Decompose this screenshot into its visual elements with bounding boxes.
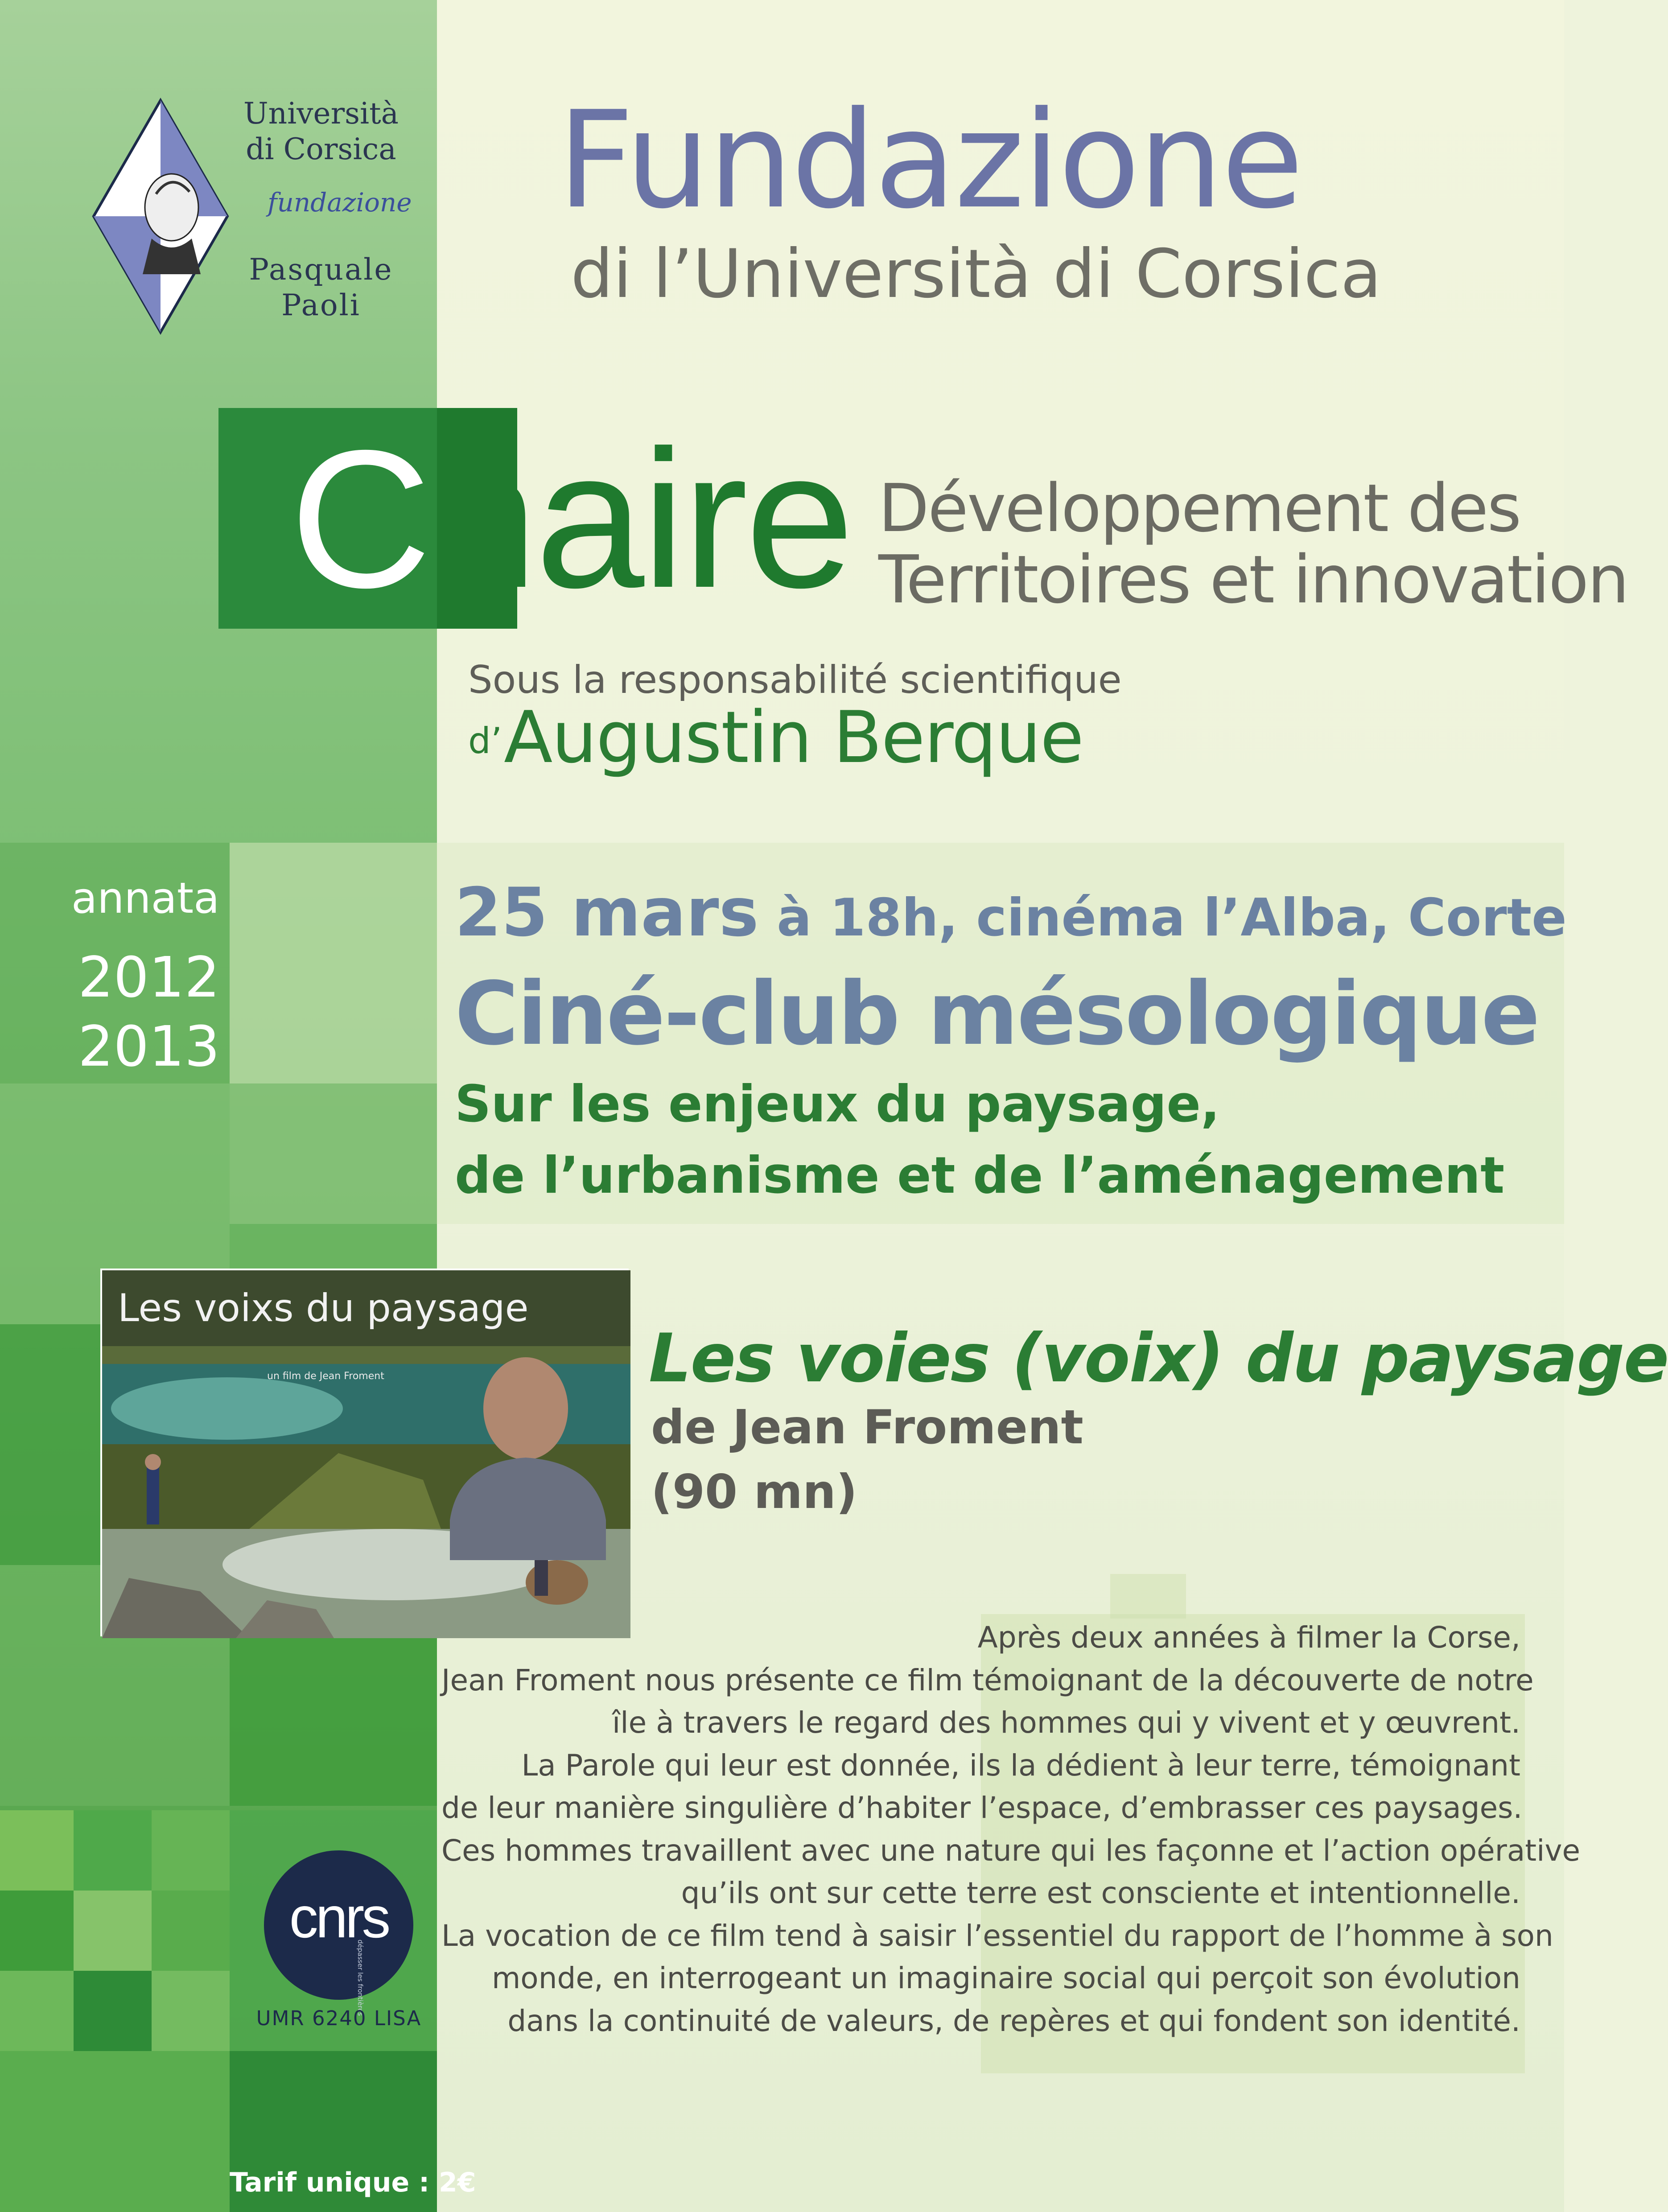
chaire-description-line: Développement des <box>878 470 1520 547</box>
description-line: île à travers le regard des hommes qui y vivent et y œuvrent. <box>612 1705 1520 1740</box>
poster-credit: un film de Jean Froment <box>267 1371 384 1382</box>
logo-text-top <box>223 96 419 167</box>
description-line: La Parole qui leur est donnée, ils la dédient à leur terre, témoignant <box>521 1748 1520 1783</box>
film-title: Les voies (voix) du paysage <box>649 1320 1668 1397</box>
price-label: Tarif unique : 2€ <box>230 2167 476 2198</box>
logo-line-pasquale: Pasquale <box>249 252 393 287</box>
decor-square <box>74 1971 152 2051</box>
film-director: de Jean Froment <box>651 1400 1083 1454</box>
decor-square <box>0 2051 230 2212</box>
description-line: Après deux années à filmer la Corse, <box>977 1620 1520 1655</box>
description-line: La vocation de ce film tend à saisir l’essentiel du rapport de l’homme à son <box>441 1918 1553 1953</box>
cnrs-logo <box>264 1850 413 2016</box>
event-subtitle-line: de l’urbanisme et de l’aménagement <box>455 1146 1505 1205</box>
event-date: 25 mars <box>455 874 759 952</box>
responsibility-text: Sous la responsabilité scientifique <box>468 658 1122 702</box>
event-title: Ciné-club mésologique <box>455 963 1539 1064</box>
cnrs-tagline: dépasser les frontières <box>356 1940 364 2016</box>
decor-square <box>0 1971 74 2051</box>
film-duration: (90 mn) <box>651 1465 857 1519</box>
event-time-place: à 18h, cinéma l’Alba, Corte <box>758 888 1567 948</box>
year-end: 2013 <box>78 1014 220 1079</box>
page-subtitle: di l’Università di Corsica <box>571 235 1382 313</box>
description-line: Jean Froment nous présente ce film témoignant de la découverte de notre <box>441 1663 1534 1697</box>
decor-square <box>0 1810 74 1891</box>
description-backdrop-accent <box>1110 1574 1186 1619</box>
logo-script-fundazione: fundazione <box>268 187 412 218</box>
description-line: de leur manière singulière d’habiter l’espace, d’embrasser ces paysages. <box>441 1791 1523 1825</box>
logo-line-di-corsica: di Corsica <box>246 132 396 166</box>
cnrs-logo-text: cnrs <box>289 1885 388 1950</box>
logo-line-universita: Università <box>243 96 399 131</box>
description-line: qu’ils ont sur cette terre est consciente et intentionnelle. <box>681 1876 1520 1910</box>
decor-square <box>0 1891 74 1971</box>
page-title: Fundazione <box>557 82 1302 238</box>
chaire-initial: C <box>290 410 429 629</box>
chaire-rest: haire <box>428 410 852 629</box>
event-date-line <box>455 874 1567 952</box>
umr-label: UMR 6240 LISA <box>256 2006 422 2030</box>
decor-square <box>152 1971 230 2051</box>
author-name: Augustin Berque <box>504 696 1083 779</box>
author-prefix: d’ <box>468 720 502 762</box>
chaire-description-line: Territoires et innovation <box>878 541 1628 618</box>
description-line: monde, en interrogeant un imaginaire social qui perçoit son évolution <box>492 1961 1520 1995</box>
decor-square <box>74 1891 152 1971</box>
poster-title: Les voixs du paysage <box>118 1286 529 1330</box>
description-line: Ces hommes travaillent avec une nature qui les façonne et l’action opérative <box>441 1833 1581 1868</box>
logo-line-paoli: Paoli <box>281 288 361 322</box>
universita-logo <box>89 96 419 337</box>
decor-square <box>152 1810 230 1891</box>
event-subtitle-line: Sur les enjeux du paysage, <box>455 1075 1220 1133</box>
annata-label: annata <box>71 874 220 923</box>
decor-square <box>152 1891 230 1971</box>
film-poster-image <box>100 1269 629 1636</box>
description-line: dans la continuité de valeurs, de repères et qui fondent son identité. <box>507 2003 1520 2038</box>
decor-square <box>74 1810 152 1891</box>
logo-text-bottom <box>223 252 419 323</box>
film-description <box>441 1616 1581 2042</box>
chaire-heading <box>290 410 852 629</box>
year-start: 2012 <box>78 945 220 1010</box>
